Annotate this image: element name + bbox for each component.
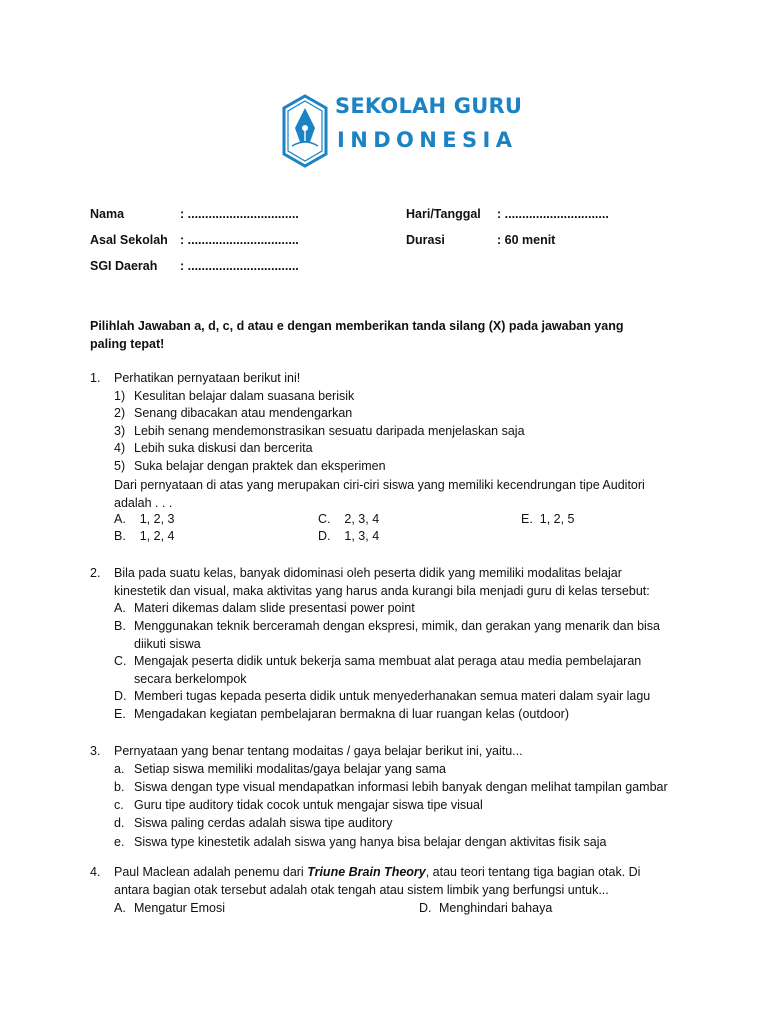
sgi-daerah-field[interactable]: : ................................ xyxy=(180,259,299,273)
option-text: Mengajak peserta didik untuk bekerja sama membuat alat peraga atau media pembelajaran secara berkelompok xyxy=(134,654,642,686)
option-marker: C. xyxy=(318,512,331,526)
item-marker: 1) xyxy=(114,388,126,403)
item-text: Lebih senang mendemonstrasikan sesuatu daripada menjelaskan saja xyxy=(134,423,525,438)
option-marker: A. xyxy=(114,901,126,915)
durasi-label: Durasi xyxy=(406,233,445,247)
item-marker: 3) xyxy=(114,423,126,438)
option-marker: e. xyxy=(114,835,125,849)
option-text: 1, 3, 4 xyxy=(344,529,380,543)
logo-title-line1: SEKOLAH GURU xyxy=(335,94,523,118)
option-marker: c. xyxy=(114,798,124,812)
question-number: 4. xyxy=(90,865,101,879)
pen-nib-shield-icon xyxy=(281,94,329,168)
option-text: Mengadakan kegiatan pembelajaran bermakna di luar ruangan kelas (outdoor) xyxy=(134,707,569,721)
question-text: Pernyataan yang benar tentang modaitas / gaya belajar berikut ini, yaitu... xyxy=(114,744,523,758)
question-number: 2. xyxy=(90,566,101,580)
option-text: 1, 2, 3 xyxy=(139,512,175,526)
option-text: Menghindari bahaya xyxy=(439,901,553,915)
option-marker: b. xyxy=(114,780,125,794)
durasi-value: : 60 menit xyxy=(497,233,556,247)
option-marker: A. xyxy=(114,512,126,526)
item-text: Lebih suka diskusi dan bercerita xyxy=(134,441,313,455)
asal-sekolah-field[interactable]: : ................................ xyxy=(180,233,299,247)
question-text-italic: Triune Brain Theory xyxy=(307,865,426,879)
option-text: Guru tipe auditory tidak cocok untuk mengajar siswa tipe visual xyxy=(134,798,483,812)
item-text: Senang dibacakan atau mendengarkan xyxy=(134,406,353,420)
answer-option-c[interactable] xyxy=(114,653,674,689)
option-marker: D. xyxy=(419,901,432,915)
option-text: Siswa dengan type visual mendapatkan informasi lebih banyak dengan melihat tampilan gambar xyxy=(134,780,668,794)
option-marker: E. xyxy=(114,707,126,721)
item-text: Suka belajar dengan praktek dan eksperimen xyxy=(134,458,386,473)
question-text xyxy=(114,864,674,899)
option-text: Siswa paling cerdas adalah siswa tipe auditory xyxy=(134,816,393,830)
option-marker: A. xyxy=(114,601,126,615)
option-text: Menggunakan teknik berceramah dengan ekspresi, mimik, dan gerakan yang menarik dan bisa diikuti siswa xyxy=(134,619,660,651)
answer-option-b[interactable] xyxy=(114,618,674,654)
option-text: 2, 3, 4 xyxy=(344,512,380,526)
logo-title-line2: INDONESIA xyxy=(337,128,518,152)
option-text: 1, 2, 4 xyxy=(139,529,175,543)
answer-option-a[interactable] xyxy=(114,511,174,529)
instructions: Pilihlah Jawaban a, d, c, d atau e dengan memberikan tanda silang (X) pada jawaban yang paling tepat! xyxy=(90,319,624,351)
question-text: Perhatikan pernyataan berikut ini! xyxy=(114,371,301,385)
question-text: Bila pada suatu kelas, banyak didominasi oleh peserta didik yang memiliki modalitas belajar kinestetik dan visual, maka aktivitas yang harus anda kurangi bila menjadi guru di kelas tersebut: xyxy=(114,566,650,598)
school-logo xyxy=(281,94,521,168)
option-text: Mengatur Emosi xyxy=(134,901,226,915)
hari-tanggal-field[interactable]: : .............................. xyxy=(497,207,609,221)
option-text: Materi dikemas dalam slide presentasi power point xyxy=(134,601,415,615)
hari-tanggal-label: Hari/Tanggal xyxy=(406,207,481,221)
question-text-part: Paul Maclean adalah penemu dari xyxy=(114,865,308,879)
option-marker: B. xyxy=(114,619,126,633)
sgi-daerah-label: SGI Daerah xyxy=(90,259,158,273)
item-marker: 4) xyxy=(114,441,126,455)
question-number: 1. xyxy=(90,371,101,385)
nama-label: Nama xyxy=(90,207,125,221)
item-marker: 5) xyxy=(114,458,126,473)
option-marker: D. xyxy=(318,529,331,543)
option-marker: E. xyxy=(521,512,533,526)
answer-option-d[interactable] xyxy=(318,528,379,546)
asal-sekolah-label: Asal Sekolah xyxy=(90,233,168,247)
option-text: Siswa type kinestetik adalah siswa yang hanya bisa belajar dengan aktivitas fisik saja xyxy=(134,835,607,849)
option-marker: B. xyxy=(114,529,126,543)
option-text: 1, 2, 5 xyxy=(539,512,575,526)
answer-option-b[interactable] xyxy=(114,528,174,546)
answer-option-e[interactable] xyxy=(521,511,575,529)
option-text: Memberi tugas kepada peserta didik untuk menyederhanakan semua materi dalam syair lagu xyxy=(134,689,651,703)
nama-field[interactable]: : ................................ xyxy=(180,207,299,221)
item-text: Kesulitan belajar dalam suasana berisik xyxy=(134,388,355,403)
option-marker: D. xyxy=(114,689,127,703)
option-marker: d. xyxy=(114,816,125,830)
option-marker: C. xyxy=(114,654,127,668)
answer-option-c[interactable] xyxy=(318,511,379,529)
question-text-part: , atau teori tentang tiga bagian otak. Di antara bagian otak tersebut adalah otak tengah atau sistem limbik yang berfungsi untuk... xyxy=(114,865,641,897)
question-stem: Dari pernyataan di atas yang merupakan ciri-ciri siswa yang memiliki kecendrungan tipe Auditori adalah . . . xyxy=(114,478,645,510)
item-marker: 2) xyxy=(114,406,126,420)
option-text: Setiap siswa memiliki modalitas/gaya belajar yang sama xyxy=(134,762,446,776)
option-marker: a. xyxy=(114,762,125,776)
question-number: 3. xyxy=(90,744,101,758)
